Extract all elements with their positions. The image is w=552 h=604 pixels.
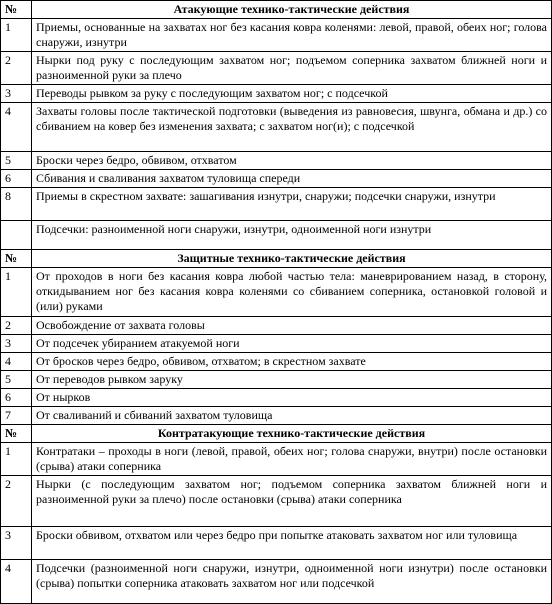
table-row	[1, 560, 552, 604]
row-text: Подсечки: разноименной ноги снаружи, изнутри, одноименной ноги изнутри	[32, 221, 552, 250]
table-row	[1, 371, 552, 389]
row-text: Переводы рывком за руку с последующим захватом ног; с подсечкой	[32, 85, 552, 103]
row-text: Приемы, основанные на захватах ног без касания ковра коленями: левой, правой, обеих ног; голова снаружи, изнутри	[32, 19, 552, 52]
row-text: Броски обвивом, отхватом или через бедро при попытке атаковать захватом ног или туловища	[32, 527, 552, 560]
table-row	[1, 527, 552, 560]
section-title: Атакующие технико-тактические действия	[32, 1, 552, 19]
row-number: 3	[1, 335, 32, 353]
table-row	[1, 85, 552, 103]
row-number: 5	[1, 152, 32, 170]
table-row	[1, 19, 552, 52]
row-number	[1, 221, 32, 250]
section-title: Контратакующие технико-тактические действия	[32, 425, 552, 443]
section-header-counterattacking	[1, 425, 552, 443]
row-text: Броски через бедро, обвивом, отхватом	[32, 152, 552, 170]
row-number: 4	[1, 353, 32, 371]
row-number: 6	[1, 389, 32, 407]
row-text: Захваты головы после тактической подготовки (выведения из равновесия, швунга, обмана и др.) со сбиванием на ковер без изменения захвата; с захватом ног(и); с подсечкой	[32, 103, 552, 152]
number-column-header: №	[1, 1, 32, 19]
table-row	[1, 188, 552, 221]
row-number: 4	[1, 560, 32, 604]
row-text: От проходов в ноги без касания ковра любой частью тела: маневрированием назад, в сторону, откидыванием ног без касания ковра коленями со сбиванием соперника, остановкой головой и (или) руками	[32, 268, 552, 317]
table-row	[1, 335, 552, 353]
row-text: От подсечек убиранием атакуемой ноги	[32, 335, 552, 353]
row-text: Контратаки – проходы в ноги (левой, правой, обеих ног; голова снаружи, внутри) после остановки (срыва) атаки соперника	[32, 443, 552, 476]
table-row	[1, 221, 552, 250]
section-header-defensive	[1, 250, 552, 268]
number-column-header: №	[1, 250, 32, 268]
section-header-attacking	[1, 1, 552, 19]
row-number: 1	[1, 443, 32, 476]
table-row	[1, 52, 552, 85]
table-row	[1, 443, 552, 476]
table-row	[1, 268, 552, 317]
row-number: 2	[1, 476, 32, 527]
row-number: 8	[1, 188, 32, 221]
table-row	[1, 407, 552, 425]
row-number: 6	[1, 170, 32, 188]
row-text: От сваливаний и сбиваний захватом туловища	[32, 407, 552, 425]
row-number: 7	[1, 407, 32, 425]
row-text: От бросков через бедро, обвивом, отхватом; в скрестном захвате	[32, 353, 552, 371]
row-text: Нырки под руку с последующим захватом ног; подъемом соперника захватом ближней ноги и разноименной руки за плечо	[32, 52, 552, 85]
row-text: От нырков	[32, 389, 552, 407]
row-number: 1	[1, 19, 32, 52]
section-title: Защитные технико-тактические действия	[32, 250, 552, 268]
row-number: 3	[1, 527, 32, 560]
row-text: Нырки (с последующим захватом ног; подъемом соперника захватом ближней ноги и разноименной руки за плечо) после остановки (срыва) атаки соперника	[32, 476, 552, 527]
row-number: 2	[1, 317, 32, 335]
row-number: 5	[1, 371, 32, 389]
row-text: От переводов рывком заруку	[32, 371, 552, 389]
table-row	[1, 152, 552, 170]
table-row	[1, 317, 552, 335]
table-row	[1, 170, 552, 188]
row-number: 2	[1, 52, 32, 85]
row-number: 4	[1, 103, 32, 152]
row-number: 3	[1, 85, 32, 103]
row-text: Приемы в скрестном захвате: зашагивания изнутри, снаружи; подсечки снаружи, изнутри	[32, 188, 552, 221]
table-row	[1, 353, 552, 371]
table-row	[1, 389, 552, 407]
row-number: 1	[1, 268, 32, 317]
table-row	[1, 103, 552, 152]
number-column-header: №	[1, 425, 32, 443]
row-text: Подсечки (разноименной ноги снаружи, изнутри, одноименной ноги изнутри) после остановки (срыва) попытки соперника атаковать захватом ног или подсечкой	[32, 560, 552, 604]
row-text: Освобождение от захвата головы	[32, 317, 552, 335]
row-text: Сбивания и сваливания захватом туловища спереди	[32, 170, 552, 188]
table-row	[1, 476, 552, 527]
